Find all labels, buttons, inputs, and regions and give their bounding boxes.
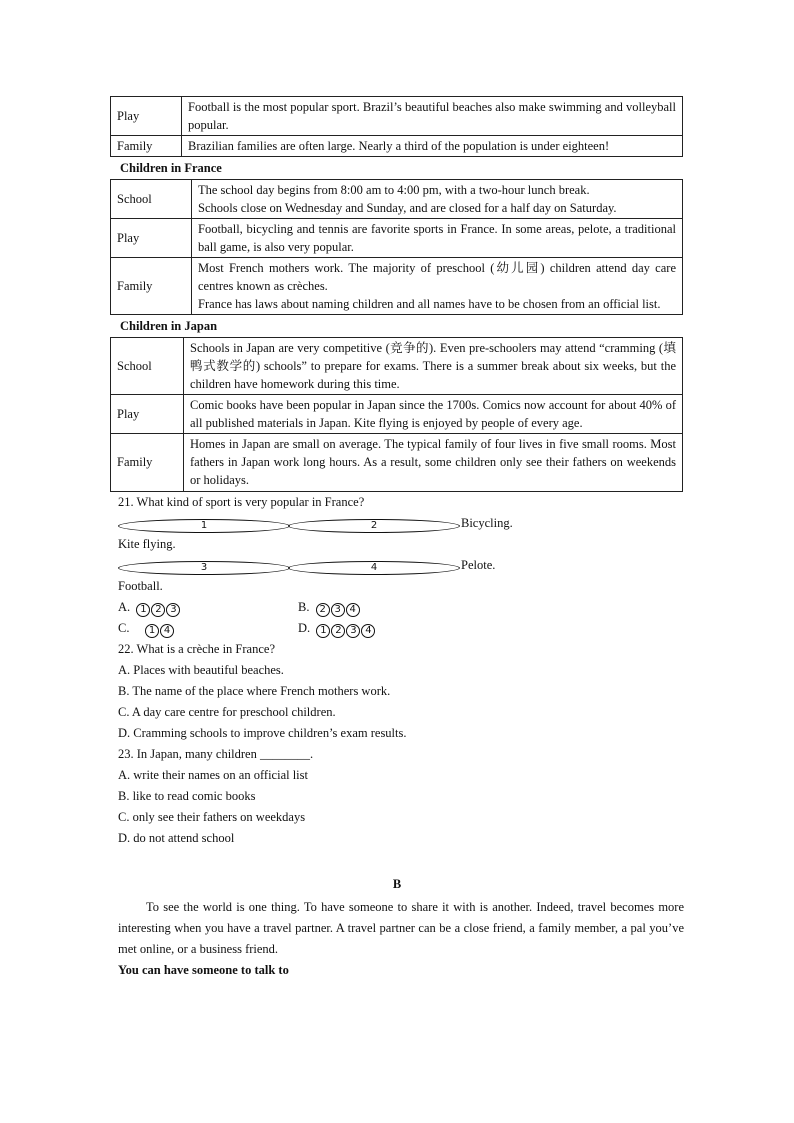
table-row <box>111 434 683 491</box>
row-label: Family <box>111 434 184 491</box>
table-row <box>111 394 683 433</box>
circled-number: 2 <box>288 519 460 533</box>
row-text: Brazilian families are often large. Nearly a third of the population is under eighteen! <box>182 136 683 157</box>
row-label: Play <box>111 218 192 257</box>
choice-row: A. 1 2 3 B. 2 3 4 <box>118 597 684 618</box>
row-text: Football, bicycling and tennis are favorite sports in France. In some areas, pelote, a traditional ball game, is also very popular. <box>192 218 683 257</box>
question-21 <box>118 492 684 639</box>
option-row: 3Football. 4 Pelote. <box>118 557 496 593</box>
table-row <box>111 136 683 157</box>
row-text: Comic books have been popular in Japan since the 1700s. Comics now account for about 40% of all published materials in Japan. Kite flying is enjoyed by people of every age. <box>184 394 683 433</box>
japan-table <box>110 337 683 492</box>
row-text: Football is the most popular sport. Brazil’s beautiful beaches also make swimming and volleyball popular. <box>182 97 683 136</box>
section-b-heading: B <box>392 876 402 891</box>
row-label: Family <box>111 136 182 157</box>
option-a: A. write their names on an official list <box>118 767 308 782</box>
table-row <box>111 218 683 257</box>
option-b: B. like to read comic books <box>118 788 256 803</box>
row-label: School <box>111 179 192 218</box>
row-label: School <box>111 337 184 394</box>
option-row: 1Kite flying. 2 Bicycling. <box>118 515 513 551</box>
table-row <box>111 97 683 136</box>
option-a: A. Places with beautiful beaches. <box>118 662 284 677</box>
row-label: Play <box>111 394 184 433</box>
table-row <box>111 258 683 315</box>
row-text: Homes in Japan are small on average. The typical family of four lives in five small rooms. Most fathers in Japan work long hours. As a result, some children only see their fathers on weekends or holidays. <box>184 434 683 491</box>
question-stem: 21. What kind of sport is very popular in France? <box>118 494 365 509</box>
circled-number: 3 <box>118 561 290 575</box>
question-22 <box>118 639 684 744</box>
option-c: C. A day care centre for preschool children. <box>118 704 336 719</box>
option-d: D. do not attend school <box>118 830 235 845</box>
section-b-paragraph: To see the world is one thing. To have someone to share it with is another. Indeed, travel becomes more interesting when you have a travel partner. A travel partner can be a close friend, a family member, a pal you’ve met online, or a business friend. <box>118 899 684 956</box>
choice-row: C. 1 4 D. 1 2 3 4 <box>118 618 684 639</box>
france-table <box>110 179 683 316</box>
section-heading-japan: Children in Japan <box>120 319 218 334</box>
row-label: Family <box>111 258 192 315</box>
section-b-subheading: You can have someone to talk to <box>118 962 289 977</box>
table-row <box>111 337 683 394</box>
question-stem: 22. What is a crèche in France? <box>118 641 275 656</box>
option-c: C. only see their fathers on weekdays <box>118 809 306 824</box>
option-d: D. Cramming schools to improve children’s exam results. <box>118 725 407 740</box>
circled-number: 1 <box>118 519 290 533</box>
row-label: Play <box>111 97 182 136</box>
row-text: The school day begins from 8:00 am to 4:00 pm, with a two-hour lunch break. Schools close on Wednesday and Sunday, and are closed for a half day on Saturday. <box>192 179 683 218</box>
option-b: B. The name of the place where French mothers work. <box>118 683 391 698</box>
table-row <box>111 179 683 218</box>
question-stem: 23. In Japan, many children ________. <box>118 746 314 761</box>
brazil-table <box>110 96 683 157</box>
row-text: Schools in Japan are very competitive (竞争的). Even pre-schoolers may attend “cramming (填鸭式教学的) schools” to prepare for exams. There is a summer break about six weeks, but the children have homework during this time. <box>184 337 683 394</box>
row-text: Most French mothers work. The majority of preschool (幼儿园) children attend day care centres known as crèches. France has laws about naming children and all names have to be chosen from an official list. <box>192 258 683 315</box>
circled-number: 4 <box>288 561 460 575</box>
section-heading-france: Children in France <box>120 161 222 176</box>
question-23 <box>118 744 684 849</box>
document-page <box>110 96 684 981</box>
